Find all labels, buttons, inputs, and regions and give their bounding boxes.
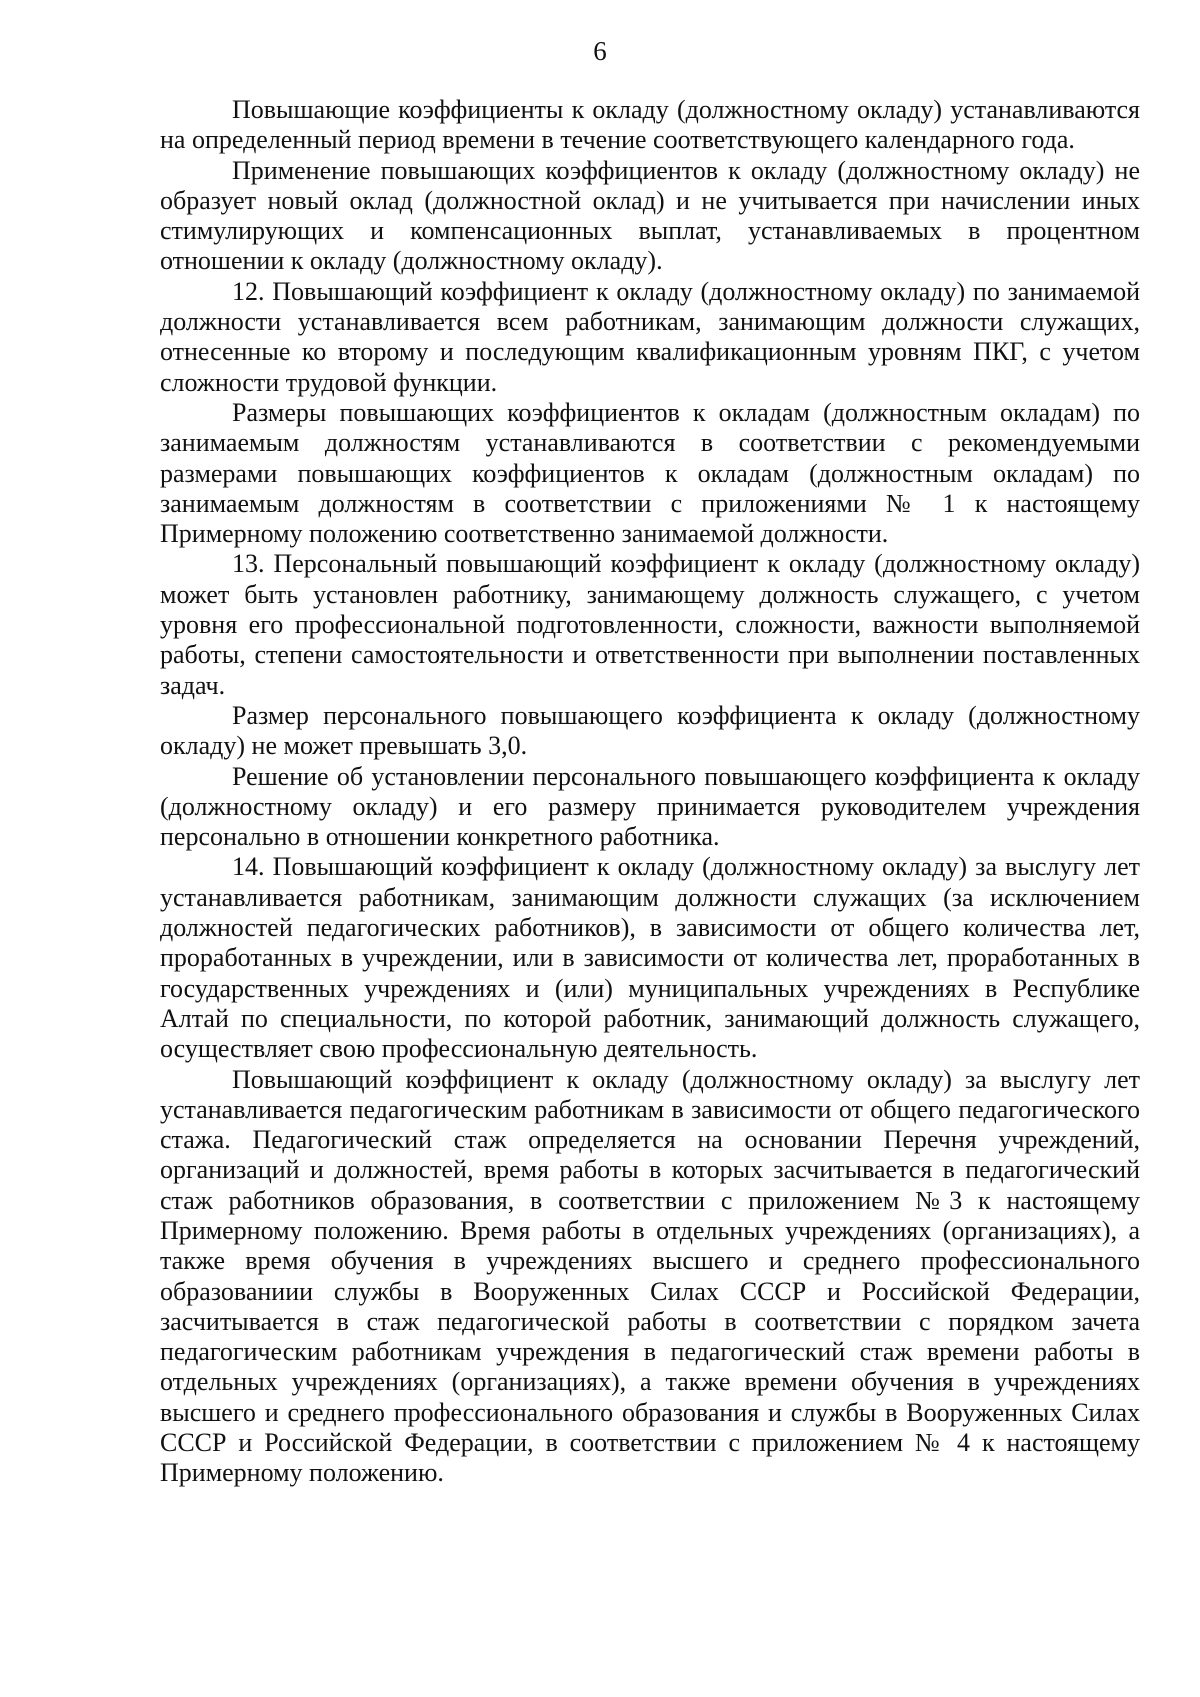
paragraph-personal-coefficient-limit: Размер персонального повышающего коэффициента к окладу (должностному окладу) не может превышать 3,0. <box>160 700 1140 761</box>
document-body <box>160 95 1140 1489</box>
paragraph-personal-coefficient-decision: Решение об установлении персонального повышающего коэффициента к окладу (должностному окладу) и его размеру принимается руководителем учреждения персонально в отношении конкретного работника. <box>160 761 1140 852</box>
paragraph-coefficient-sizes: Размеры повышающих коэффициентов к окладам (должностным окладам) по занимаемым должностям устанавливаются в соответствии с рекомендуемыми размерами повышающих коэффициентов к окладам (должностным окладам) по занимаемым должностям в соответствии с приложениями № 1 к настоящему Примерному положению соответственно занимаемой должности. <box>160 397 1140 549</box>
paragraph-pedagogical-seniority: Повышающий коэффициент к окладу (должностному окладу) за выслугу лет устанавливается педагогическим работникам в зависимости от общего педагогического стажа. Педагогический стаж определяется на основании Перечня учреждений, организаций и должностей, время работы в которых засчитывается в педагогический стаж работников образования, в соответствии с приложением №3 к настоящему Примерному положению. Время работы в отдельных учреждениях (организациях), а также время обучения в учреждениях высшего и среднего профессионального образованиии службы в Вооруженных Силах СССР и Российской Федерации, засчитывается в стаж педагогической работы в соответствии с порядком зачета педагогическим работникам учреждения в педагогический стаж времени работы в отдельных учреждениях (организациях), а также времени обучения в учреждениях высшего и среднего профессионального образования и службы в Вооруженных Силах СССР и Российской Федерации, в соответствии с приложением № 4 к настоящему Примерному положению. <box>160 1064 1140 1488</box>
page-number: 6 <box>593 36 607 66</box>
paragraph-item-12: 12. Повышающий коэффициент к окладу (должностному окладу) по занимаемой должности устанавливается всем работникам, занимающим должности служащих, отнесенные ко второму и последующим квалификационным уровням ПКГ, с учетом сложности трудовой функции. <box>160 276 1140 397</box>
paragraph-item-13: 13. Персональный повышающий коэффициент к окладу (должностному окладу) может быть установлен работнику, занимающему должность служащего, с учетом уровня его профессиональной подготовленности, сложности, важности выполняемой работы, степени самостоятельности и ответственности при выполнении поставленных задач. <box>160 549 1140 700</box>
paragraph-item-14: 14. Повышающий коэффициент к окладу (должностному окладу) за выслугу лет устанавливается работникам, занимающим должности служащих (за исключением должностей педагогических работников), в зависимости от общего количества лет, проработанных в учреждении, или в зависимости от количества лет, проработанных в государственных учреждениях и (или) муниципальных учреждениях в Республике Алтай по специальности, по которой работник, занимающий должность служащего, осуществляет свою профессиональную деятельность. <box>160 852 1140 1064</box>
paragraph-coefficients-application: Применение повышающих коэффициентов к окладу (должностному окладу) не образует новый оклад (должностной оклад) и не учитывается при начислении иных стимулирующих и компенсационных выплат, устанавливаемых в процентном отношении к окладу (должностному окладу). <box>160 155 1140 276</box>
paragraph-coefficients-period: Повышающие коэффициенты к окладу (должностному окладу) устанавливаются на определенный период времени в течение соответствующего календарного года. <box>160 95 1140 155</box>
